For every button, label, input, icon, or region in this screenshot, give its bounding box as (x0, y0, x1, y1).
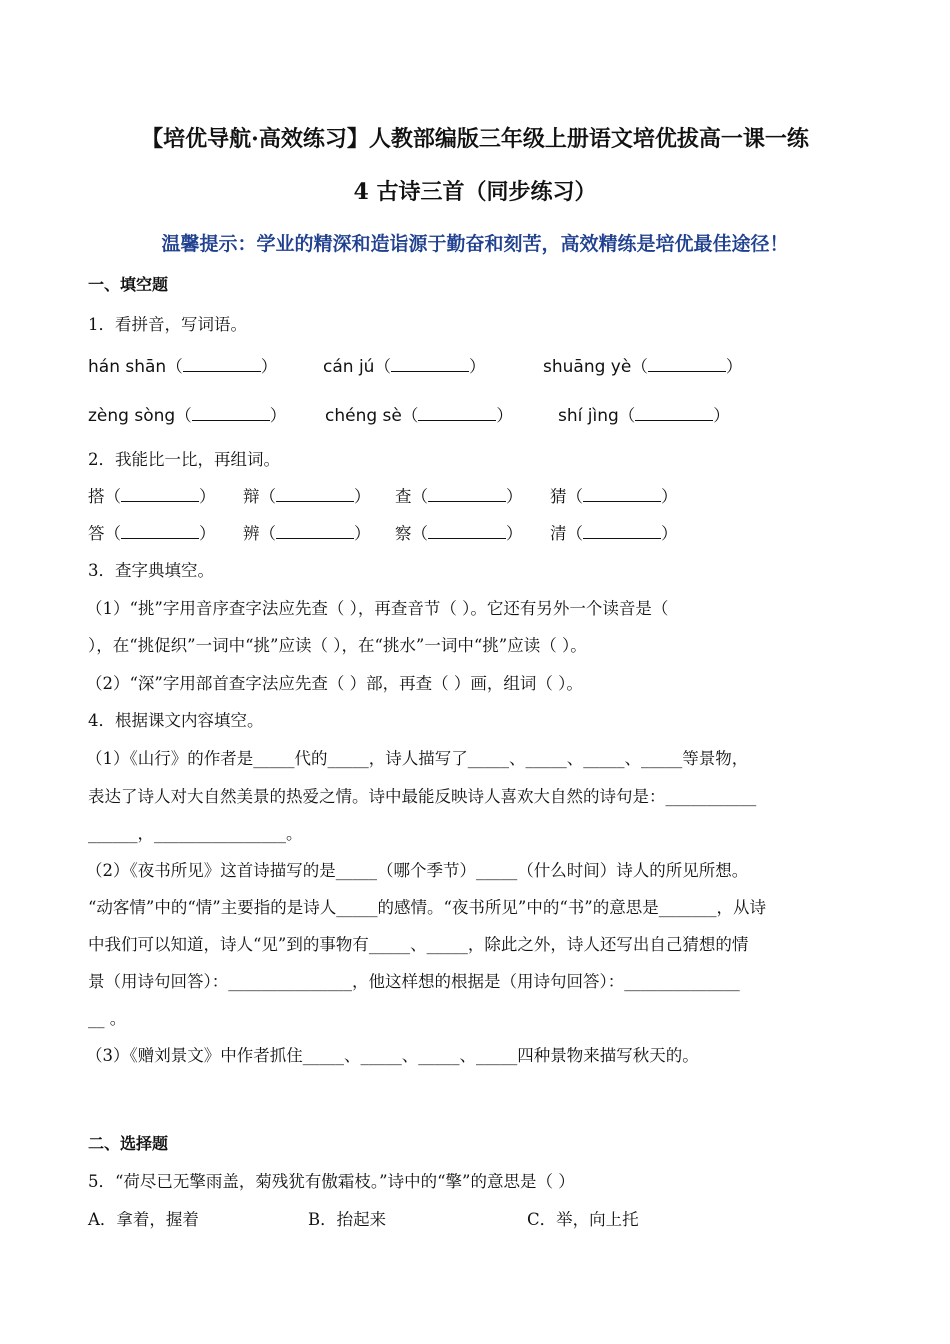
pinyin-item: cán jú（ ） (323, 357, 486, 377)
char-item: 辨（ ） (243, 524, 371, 543)
q5-option-c: C．举，向上托 (527, 1210, 639, 1229)
char-item: 答（ ） (88, 524, 216, 543)
document-title: 【培优导航·高效练习】人教部编版三年级上册语文培优拔高一课一练 (141, 126, 809, 152)
char-item: 清（ ） (550, 524, 678, 543)
q4-line: 表达了诗人对大自然美景的热爱之情。诗中最能反映诗人喜欢大自然的诗句是：___________ (88, 787, 757, 806)
q5-stem: 5．“荷尽已无擎雨盖，菊残犹有傲霜枝。”诗中的“擎”的意思是（ ） (88, 1172, 575, 1191)
pinyin-item: zèng sòng（ ） (88, 406, 287, 426)
pinyin-item: hán shān（ ） (88, 357, 278, 377)
q4-line: 中我们可以知道，诗人“见”到的事物有_____、_____，除此之外，诗人还写出自己猜想的情 (88, 935, 749, 954)
pinyin-item: shuāng yè（ ） (543, 357, 743, 377)
q3-part2: （2）“深”字用部首查字法应先查（ ）部，再查（ ）画，组词（ ）。 (86, 674, 583, 693)
section2-heading: 二、选择题 (88, 1134, 169, 1153)
q3-part1-line2: ），在“挑促织”一词中“挑”应读（ ），在“挑水”一词中“挑”应读（ ）。 (88, 636, 587, 655)
pinyin-item: chéng sè（ ） (325, 406, 513, 426)
pinyin-item: shí jìng（ ） (558, 406, 730, 426)
q4-line: （2）《夜书所见》这首诗描写的是_____（哪个季节）_____（什么时间）诗人的所见所想。 (86, 861, 749, 880)
q3-part1-line1: （1）“挑”字用音序查字法应先查（ ），再查音节（ ）。它还有另外一个读音是（ (86, 599, 669, 618)
section1-heading: 一、填空题 (88, 275, 169, 294)
q5-option-a: A．拿着，握着 (88, 1210, 199, 1229)
q4-line: “动客情”中的“情”主要指的是诗人_____的感情。“夜书所见”中的“书”的意思是_______，从诗 (88, 898, 766, 917)
char-item: 猜（ ） (550, 487, 678, 506)
q1-stem: 1．看拼音，写词语。 (88, 315, 247, 334)
char-item: 查（ ） (395, 487, 523, 506)
q4-stem: 4．根据课文内容填空。 (88, 711, 264, 730)
q4-line: __ 。 (88, 1009, 127, 1028)
q4-line: ______，________________。 (88, 824, 303, 843)
q5-option-b: B．抬起来 (308, 1210, 387, 1229)
q4-line: （1）《山行》的作者是_____代的_____，诗人描写了_____、_____、_____、_____等景物， (86, 749, 749, 768)
lesson-subtitle: 4 古诗三首（同步练习） (353, 179, 597, 205)
q4-line: 景（用诗句回答）：_______________，他这样想的根据是（用诗句回答）：______________ (88, 972, 740, 991)
q2-stem: 2．我能比一比，再组词。 (88, 450, 280, 469)
q3-stem: 3．查字典填空。 (88, 561, 214, 580)
q4-line: （3）《赠刘景文》中作者抓住_____、_____、_____、_____四种景物来描写秋天的。 (86, 1046, 699, 1065)
char-item: 搭（ ） (88, 487, 216, 506)
warm-tip: 温馨提示：学业的精深和造诣源于勤奋和刻苦，高效精练是培优最佳途径！ (161, 233, 789, 255)
char-item: 察（ ） (395, 524, 523, 543)
char-item: 辩（ ） (243, 487, 371, 506)
